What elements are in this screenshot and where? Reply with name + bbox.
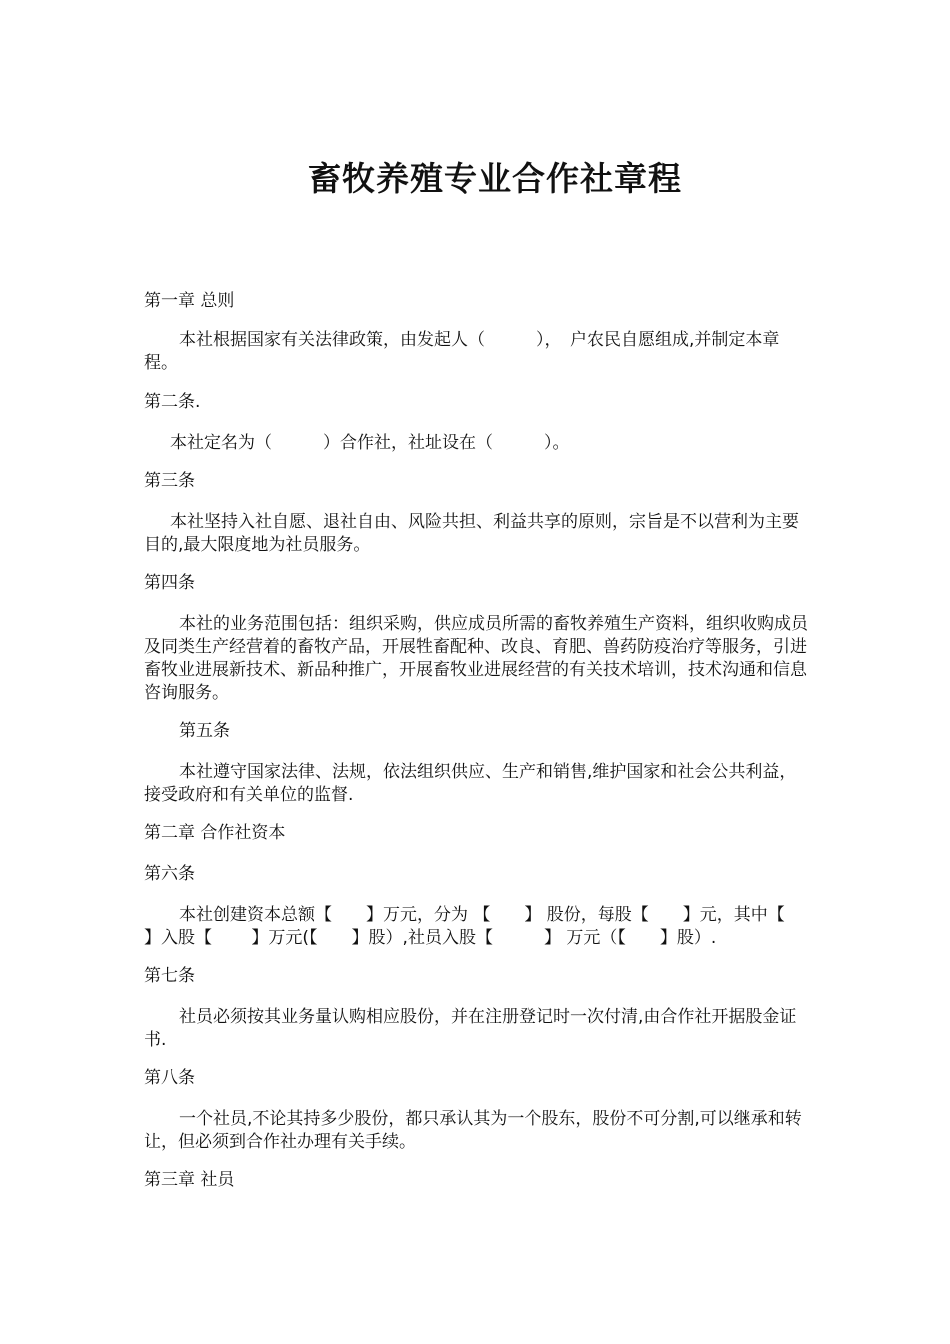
article-5-heading: 第五条 xyxy=(179,721,230,741)
article-6-text: 本社创建资本总额【 】万元，分为 【 】 股份，每股【 】元，其中【 】入股【 】万元(【 】股）,社员入股【 】 万元（【 】股）. xyxy=(144,905,819,948)
article-4-text: 本社的业务范围包括：组织采购，供应成员所需的畜牧养殖生产资料，组织收购成员及同类生产经营着的畜牧产品，开展牲畜配种、改良、育肥、兽药防疫治疗等服务，引进畜牧业进展新技术、新品种推广，开展畜牧业进展经营的有关技术培训，技术沟通和信息咨询服务。 xyxy=(144,614,808,703)
article-7-heading: 第七条 xyxy=(144,966,195,986)
article-3-heading: 第三条 xyxy=(144,471,195,491)
document-body xyxy=(144,290,819,1192)
article-8-heading: 第八条 xyxy=(144,1068,195,1088)
chapter-3-heading: 第三章 社员 xyxy=(144,1170,235,1190)
article-2-heading: 第二条. xyxy=(144,392,201,412)
article-5-text: 本社遵守国家法律、法规，依法组织供应、生产和销售,维护国家和社会公共利益，接受政府和有关单位的监督. xyxy=(144,762,797,805)
article-1-text: 本社根据国家有关法律政策，由发起人（ ）， 户农民自愿组成,并制定本章程。 xyxy=(144,330,780,373)
article-6-heading: 第六条 xyxy=(144,864,195,884)
article-4-heading: 第四条 xyxy=(144,573,195,593)
chapter-1-heading: 第一章 总则 xyxy=(144,291,235,311)
article-3-text: 本社坚持入社自愿、退社自由、风险共担、利益共享的原则，宗旨是不以营利为主要目的,最大限度地为社员服务。 xyxy=(144,512,799,555)
article-8-text: 一个社员,不论其持多少股份，都只承认其为一个股东，股份不可分割,可以继承和转让，但必须到合作社办理有关手续。 xyxy=(144,1109,802,1152)
article-2-text: 本社定名为（ ）合作社，社址设在（ ）。 xyxy=(170,433,570,453)
article-7-text: 社员必须按其业务量认购相应股份，并在注册登记时一次付清,由合作社开据股金证书. xyxy=(144,1007,797,1050)
chapter-2-heading: 第二章 合作社资本 xyxy=(144,823,286,843)
document-title: 畜牧养殖专业合作社章程 xyxy=(308,159,682,198)
